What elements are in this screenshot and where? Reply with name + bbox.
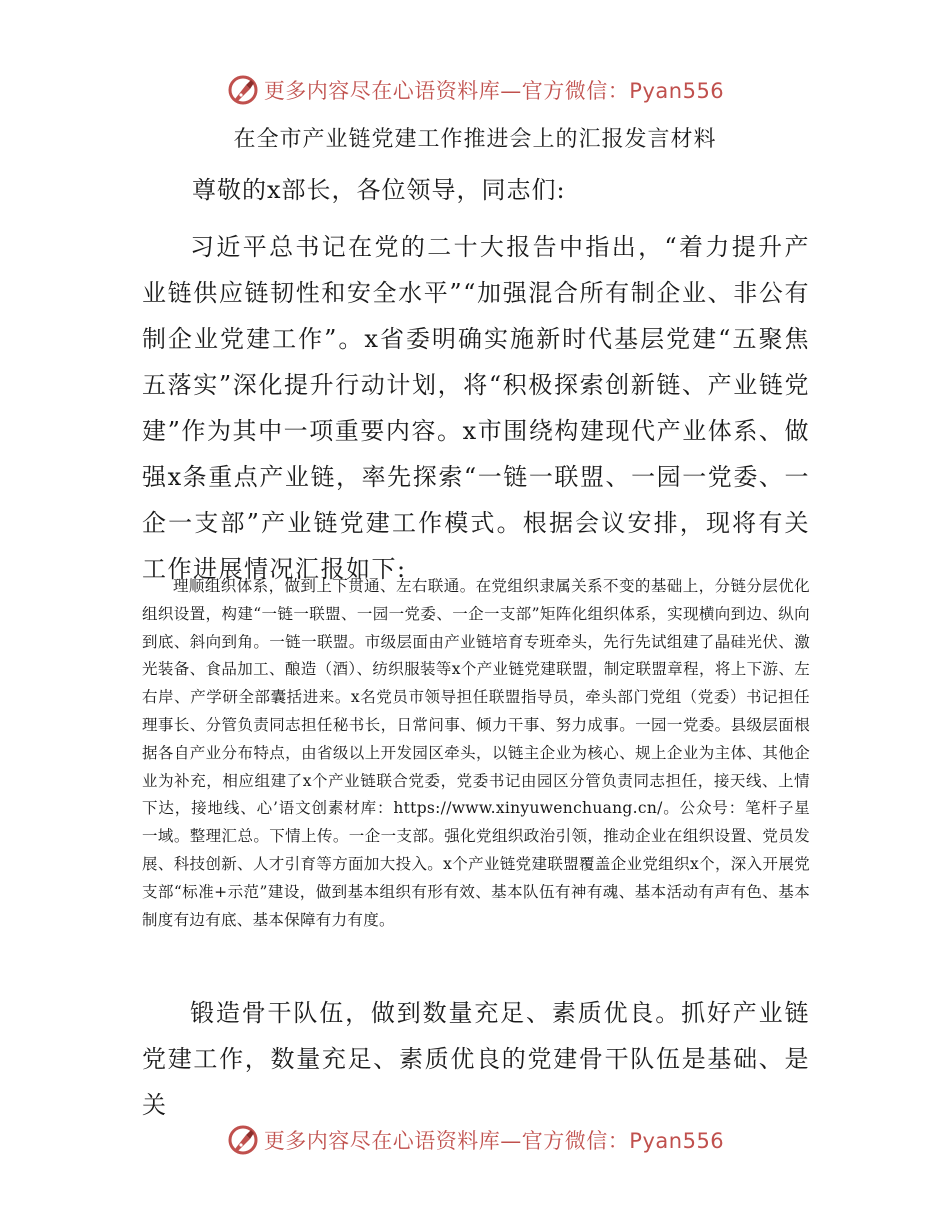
section-two-paragraph: 锻造骨干队伍，做到数量充足、素质优良。抓好产业链党建工作，数量充足、素质优良的党建骨干队伍是基础、是关 bbox=[142, 999, 810, 1119]
header-watermark-banner bbox=[0, 70, 950, 110]
pen-nib-logo-icon bbox=[226, 1123, 260, 1157]
watermark-text: 更多内容尽在心语资料库—官方微信：Pyan556 bbox=[263, 79, 725, 103]
intro-paragraph: 习近平总书记在党的二十大报告中指出，“着力提升产业链供应链韧性和安全水平”“加强混合所有制企业、非公有制企业党建工作”。x省委明确实施新时代基层党建“五聚焦五落实”深化提升行动计划，将“积极探索创新链、产业链党建”作为其中一项重要内容。x市围绕构建现代产业体系、做强x条重点产业链，率先探索“一链一联盟、一园一党委、一企一支部”产业链党建工作模式。根据会议安排，现将有关工作进展情况汇报如下: bbox=[142, 233, 810, 583]
section-one-paragraph: 理顺组织体系，做到上下贯通、左右联通。在党组织隶属关系不变的基础上，分链分层优化组织设置，构建“一链一联盟、一园一党委、一企一支部”矩阵化组织体系，实现横向到边、纵向到底、斜向到角。一链一联盟。市级层面由产业链培育专班牵头，先行先试组建了晶硅光伏、激光装备、食品加工、酿造（酒）、纺织服装等x个产业链党建联盟，制定联盟章程，将上下游、左右岸、产学研全部囊括进来。x名党员市领导担任联盟指导员，牵头部门党组（党委）书记担任理事长、分管负责同志担任秘书长，日常问事、倾力干事、努力成事。一园一党委。县级层面根据各自产业分布特点，由省级以上开发园区牵头，以链主企业为核心、规上企业为主体、其他企业为补充，相应组建了x个产业链联合党委，党委书记由园区分管负责同志担任，接天线、上情下达，接地线、心’语文创素材库：https://www.xinyuwenchuang.cn/。公众号：笔杆子星一域。整理汇总。下情上传。一企一支部。强化党组织政治引领，推动企业在组织设置、党员发展、科技创新、人才引育等方面加大投入。x个产业链党建联盟覆盖企业党组织x个，深入开展党支部“标准+示范”建设，做到基本组织有形有效、基本队伍有神有魂、基本活动有声有色、基本制度有边有底、基本保障有力有度。 bbox=[142, 577, 810, 929]
pen-nib-logo-icon bbox=[226, 73, 260, 107]
footer-watermark-banner bbox=[0, 1120, 950, 1160]
salutation: 尊敬的x部长，各位领导，同志们: bbox=[192, 176, 566, 204]
watermark-text: 更多内容尽在心语资料库—官方微信：Pyan556 bbox=[263, 1129, 725, 1153]
document-title: 在全市产业链党建工作推进会上的汇报发言材料 bbox=[233, 127, 717, 152]
